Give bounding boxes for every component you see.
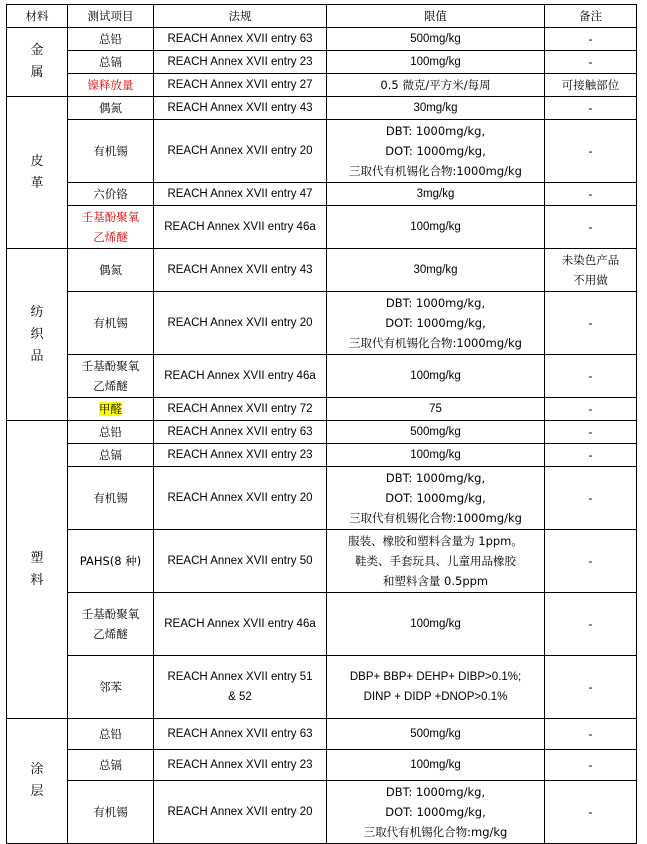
regulation-cell: REACH Annex XVII entry 20: [154, 292, 327, 355]
limit-cell: 30mg/kg: [327, 249, 545, 292]
regulation-cell: REACH Annex XVII entry 47: [154, 183, 327, 206]
limit-cell: DBT: 1000mg/kg, DOT: 1000mg/kg, 三取代有机锡化合物:1000mg/kg: [327, 292, 545, 355]
item-cell: 总镉: [68, 750, 154, 781]
item-cell: 偶氮: [68, 249, 154, 292]
item-cell: PAHS(8 种): [68, 530, 154, 593]
remark-cell: -: [545, 781, 637, 844]
item-cell: 总铅: [68, 421, 154, 444]
table-row: [7, 97, 637, 120]
table-row: [7, 292, 637, 355]
limit-cell: DBP+ BBP+ DEHP+ DIBP>0.1%; DINP + DIDP +DNOP>0.1%: [327, 656, 545, 719]
table-row: [7, 593, 637, 656]
remark-cell: 可接触部位: [545, 74, 637, 97]
table-row: [7, 530, 637, 593]
limit-cell: 500mg/kg: [327, 28, 545, 51]
limit-cell: 100mg/kg: [327, 444, 545, 467]
remark-cell: -: [545, 51, 637, 74]
limit-cell: DBT: 1000mg/kg, DOT: 1000mg/kg, 三取代有机锡化合物:1000mg/kg: [327, 467, 545, 530]
remark-cell: -: [545, 593, 637, 656]
remark-cell: -: [545, 421, 637, 444]
item-cell: 有机锡: [68, 467, 154, 530]
limit-cell: DBT: 1000mg/kg, DOT: 1000mg/kg, 三取代有机锡化合物:mg/kg: [327, 781, 545, 844]
item-cell: 邻苯: [68, 656, 154, 719]
item-cell: 镍释放量: [68, 74, 154, 97]
table-row: [7, 183, 637, 206]
table-row: [7, 719, 637, 750]
remark-cell: -: [545, 398, 637, 421]
remark-cell: -: [545, 750, 637, 781]
remark-cell: 未染色产品 不用做: [545, 249, 637, 292]
material-cell-leather: 皮 革: [7, 97, 68, 249]
table-row: [7, 444, 637, 467]
limit-cell: DBT: 1000mg/kg, DOT: 1000mg/kg, 三取代有机锡化合物:1000mg/kg: [327, 120, 545, 183]
regulation-cell: REACH Annex XVII entry 20: [154, 467, 327, 530]
table-row: [7, 421, 637, 444]
limit-cell: 500mg/kg: [327, 719, 545, 750]
regulation-cell: REACH Annex XVII entry 27: [154, 74, 327, 97]
table-row: [7, 28, 637, 51]
item-cell: 总铅: [68, 719, 154, 750]
header-test-item: 测试项目: [68, 5, 154, 28]
item-cell: 六价铬: [68, 183, 154, 206]
regulation-cell: REACH Annex XVII entry 46a: [154, 355, 327, 398]
regulation-cell: REACH Annex XVII entry 51 & 52: [154, 656, 327, 719]
remark-cell: -: [545, 206, 637, 249]
header-remark: 备注: [545, 5, 637, 28]
remark-cell: -: [545, 719, 637, 750]
regulation-cell: REACH Annex XVII entry 63: [154, 28, 327, 51]
limit-cell: 100mg/kg: [327, 750, 545, 781]
table-row: [7, 249, 637, 292]
table-row: [7, 467, 637, 530]
regulation-cell: REACH Annex XVII entry 23: [154, 444, 327, 467]
table-row: [7, 656, 637, 719]
regulation-cell: REACH Annex XVII entry 20: [154, 781, 327, 844]
limit-cell: 100mg/kg: [327, 206, 545, 249]
regulation-cell: REACH Annex XVII entry 63: [154, 421, 327, 444]
item-cell: 有机锡: [68, 120, 154, 183]
regulation-cell: REACH Annex XVII entry 43: [154, 97, 327, 120]
item-cell: [68, 398, 154, 421]
highlighted-item: 甲醛: [99, 402, 122, 416]
limit-cell: 75: [327, 398, 545, 421]
item-cell: 偶氮: [68, 97, 154, 120]
remark-cell: -: [545, 183, 637, 206]
header-limit: 限值: [327, 5, 545, 28]
regulation-cell: REACH Annex XVII entry 23: [154, 51, 327, 74]
remark-cell: -: [545, 656, 637, 719]
item-cell: 总镉: [68, 444, 154, 467]
remark-cell: -: [545, 97, 637, 120]
item-cell: 壬基酚聚氧 乙烯醚: [68, 206, 154, 249]
remark-cell: -: [545, 355, 637, 398]
item-cell: 总铅: [68, 28, 154, 51]
regulation-cell: REACH Annex XVII entry 63: [154, 719, 327, 750]
header-regulation: 法规: [154, 5, 327, 28]
table-row: [7, 398, 637, 421]
item-cell: 有机锡: [68, 781, 154, 844]
remark-cell: -: [545, 292, 637, 355]
limit-cell: 3mg/kg: [327, 183, 545, 206]
item-cell: 壬基酚聚氧 乙烯醚: [68, 593, 154, 656]
remark-cell: -: [545, 530, 637, 593]
limit-cell: 100mg/kg: [327, 593, 545, 656]
limit-cell: 30mg/kg: [327, 97, 545, 120]
regulation-cell: REACH Annex XVII entry 23: [154, 750, 327, 781]
material-cell-plastic: 塑 料: [7, 421, 68, 719]
table-row: [7, 355, 637, 398]
regulation-table: [6, 4, 637, 844]
regulation-cell: REACH Annex XVII entry 43: [154, 249, 327, 292]
item-cell: 有机锡: [68, 292, 154, 355]
table-row: [7, 51, 637, 74]
remark-cell: -: [545, 467, 637, 530]
table-row: [7, 781, 637, 844]
material-cell-metal: 金 属: [7, 28, 68, 97]
limit-cell: 100mg/kg: [327, 355, 545, 398]
limit-cell: 0.5 微克/平方米/每周: [327, 74, 545, 97]
table-row: [7, 750, 637, 781]
regulation-cell: REACH Annex XVII entry 20: [154, 120, 327, 183]
limit-cell: 服装、橡胶和塑料含量为 1ppm。 鞋类、手套玩具、儿童用品橡胶 和塑料含量 0.5ppm: [327, 530, 545, 593]
regulation-cell: REACH Annex XVII entry 50: [154, 530, 327, 593]
table-row: [7, 206, 637, 249]
limit-cell: 500mg/kg: [327, 421, 545, 444]
header-row: [7, 5, 637, 28]
item-cell: 总镉: [68, 51, 154, 74]
limit-cell: 100mg/kg: [327, 51, 545, 74]
remark-cell: -: [545, 444, 637, 467]
material-cell-textile: 纺 织 品: [7, 249, 68, 421]
table-row: [7, 74, 637, 97]
table-row: [7, 120, 637, 183]
regulation-cell: REACH Annex XVII entry 46a: [154, 206, 327, 249]
material-cell-coating: 涂 层: [7, 719, 68, 844]
remark-cell: -: [545, 28, 637, 51]
regulation-cell: REACH Annex XVII entry 46a: [154, 593, 327, 656]
regulation-cell: REACH Annex XVII entry 72: [154, 398, 327, 421]
remark-cell: -: [545, 120, 637, 183]
header-material: 材料: [7, 5, 68, 28]
item-cell: 壬基酚聚氧 乙烯醚: [68, 355, 154, 398]
